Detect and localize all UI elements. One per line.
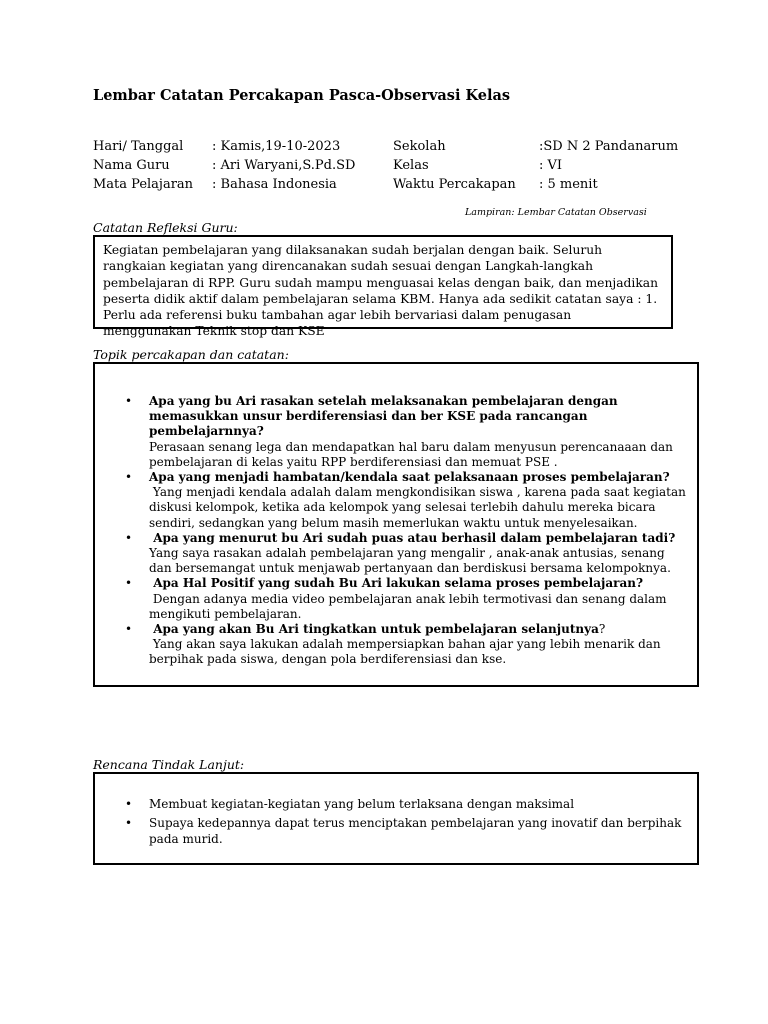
topic-question: Apa yang bu Ari rasakan setelah melaksanakan pembelajaran dengan memasukkan unsur berdiferensiasi dan ber KSE pada rancangan pembelajarnnya? xyxy=(149,394,618,439)
info-left-values xyxy=(212,137,355,194)
label-waktu-percakapan: Waktu Percakapan xyxy=(393,177,516,192)
attachment-note: Lampiran: Lembar Catatan Observasi xyxy=(465,207,647,218)
topic-answer: Yang akan saya lakukan adalah mempersiapkan bahan ajar yang lebih menarik dan berpihak pada siswa, dengan pola berdiferensiasi dan kse. xyxy=(149,637,665,667)
follow-up-label: Rencana Tindak Lanjut: xyxy=(93,757,245,772)
label-kelas: Kelas xyxy=(393,158,429,173)
reflection-label: Catatan Refleksi Guru: xyxy=(93,220,238,235)
value-mata-pelajaran: : Bahasa Indonesia xyxy=(212,177,337,192)
bullet-icon: • xyxy=(125,576,133,591)
topic-question: Apa yang akan Bu Ari tingkatkan untuk pembelajaran selanjutnya xyxy=(149,622,599,637)
question-mark: ? xyxy=(598,622,606,637)
follow-up-text: Membuat kegiatan-kegiatan yang belum terlaksana dengan maksimal xyxy=(149,797,575,811)
info-left-labels xyxy=(93,137,193,194)
topic-question: Apa yang menurut bu Ari sudah puas atau berhasil dalam pembelajaran tadi? xyxy=(149,530,676,545)
bullet-icon: • xyxy=(125,394,133,408)
topic-answer: Yang menjadi kendala adalah dalam mengkondisikan siswa , karena pada saat kegiatan diskusi kelompok, ketika ada kelompok yang selesai terlebih dahulu mereka bicara sendiri, sedangkan yang belum masih memerlukan waktu untuk menyelesaikan. xyxy=(149,485,690,530)
follow-up-list xyxy=(107,796,687,847)
value-waktu-percakapan: : 5 menit xyxy=(539,177,598,192)
bullet-icon: • xyxy=(125,622,133,637)
reflection-text: Kegiatan pembelajaran yang dilaksanakan sudah berjalan dengan baik. Seluruh rangkaian kegiatan yang direncanakan sudah sesuai dengan Langkah-langkah pembelajaran di RPP. Guru sudah mampu menguasai kelas dengan baik, dan menjadikan peserta didik aktif dalam pembelajaran selama KBM. Hanya ada sedikit catatan saya : 1. Perlu ada referensi buku tambahan agar lebih bervariasi dalam penugasan menggunakan Teknik stop dan KSE xyxy=(103,243,659,339)
topics-label: Topik percakapan dan catatan: xyxy=(93,347,289,362)
topic-question: Apa yang menjadi hambatan/kendala saat pelaksanaan proses pembelajaran? xyxy=(149,470,670,485)
list-item xyxy=(107,576,687,622)
list-item xyxy=(107,470,690,531)
document-title: Lembar Catatan Percakapan Pasca-Observasi Kelas xyxy=(93,87,511,104)
value-sekolah: :SD N 2 Pandanarum xyxy=(539,139,679,154)
list-item xyxy=(107,394,687,470)
label-hari-tanggal: Hari/ Tanggal xyxy=(93,139,184,154)
value-hari-tanggal: : Kamis,19-10-2023 xyxy=(212,139,341,154)
info-right-labels xyxy=(393,137,516,194)
topic-question: Apa Hal Positif yang sudah Bu Ari lakukan selama proses pembelajaran? xyxy=(149,576,643,591)
topics-list xyxy=(107,394,690,668)
list-item xyxy=(107,815,687,847)
follow-up-box xyxy=(93,772,699,865)
topics-box xyxy=(93,362,699,687)
follow-up-text: Supaya kedepannya dapat terus menciptakan pembelajaran yang inovatif dan berpihak pada murid. xyxy=(149,816,682,846)
list-item xyxy=(107,796,687,812)
label-sekolah: Sekolah xyxy=(393,139,446,154)
reflection-box xyxy=(93,235,673,339)
info-right-values xyxy=(539,137,678,194)
list-item xyxy=(107,622,687,668)
topic-answer: Dengan adanya media video pembelajaran anak lebih termotivasi dan senang dalam mengikuti pembelajaran. xyxy=(149,591,671,621)
topic-answer: Yang saya rasakan adalah pembelajaran yang mengalir , anak-anak antusias, senang dan bersemangat untuk menjawab pertanyaan dan berdiskusi bersama kelompoknya. xyxy=(149,546,671,576)
topic-answer: Perasaan senang lega dan mendapatkan hal baru dalam menyusun perencanaaan dan pembelajaran di kelas yaitu RPP berdiferensiasi dan memuat PSE . xyxy=(149,439,673,469)
bullet-icon: • xyxy=(125,470,133,485)
label-mata-pelajaran: Mata Pelajaran xyxy=(93,177,194,192)
label-nama-guru: Nama Guru xyxy=(93,158,170,173)
bullet-icon: • xyxy=(125,816,133,830)
value-kelas: : VI xyxy=(539,158,563,173)
bullet-icon: • xyxy=(125,797,133,811)
list-item xyxy=(107,531,687,577)
bullet-icon: • xyxy=(125,530,133,545)
value-nama-guru: : Ari Waryani,S.Pd.SD xyxy=(212,158,356,173)
